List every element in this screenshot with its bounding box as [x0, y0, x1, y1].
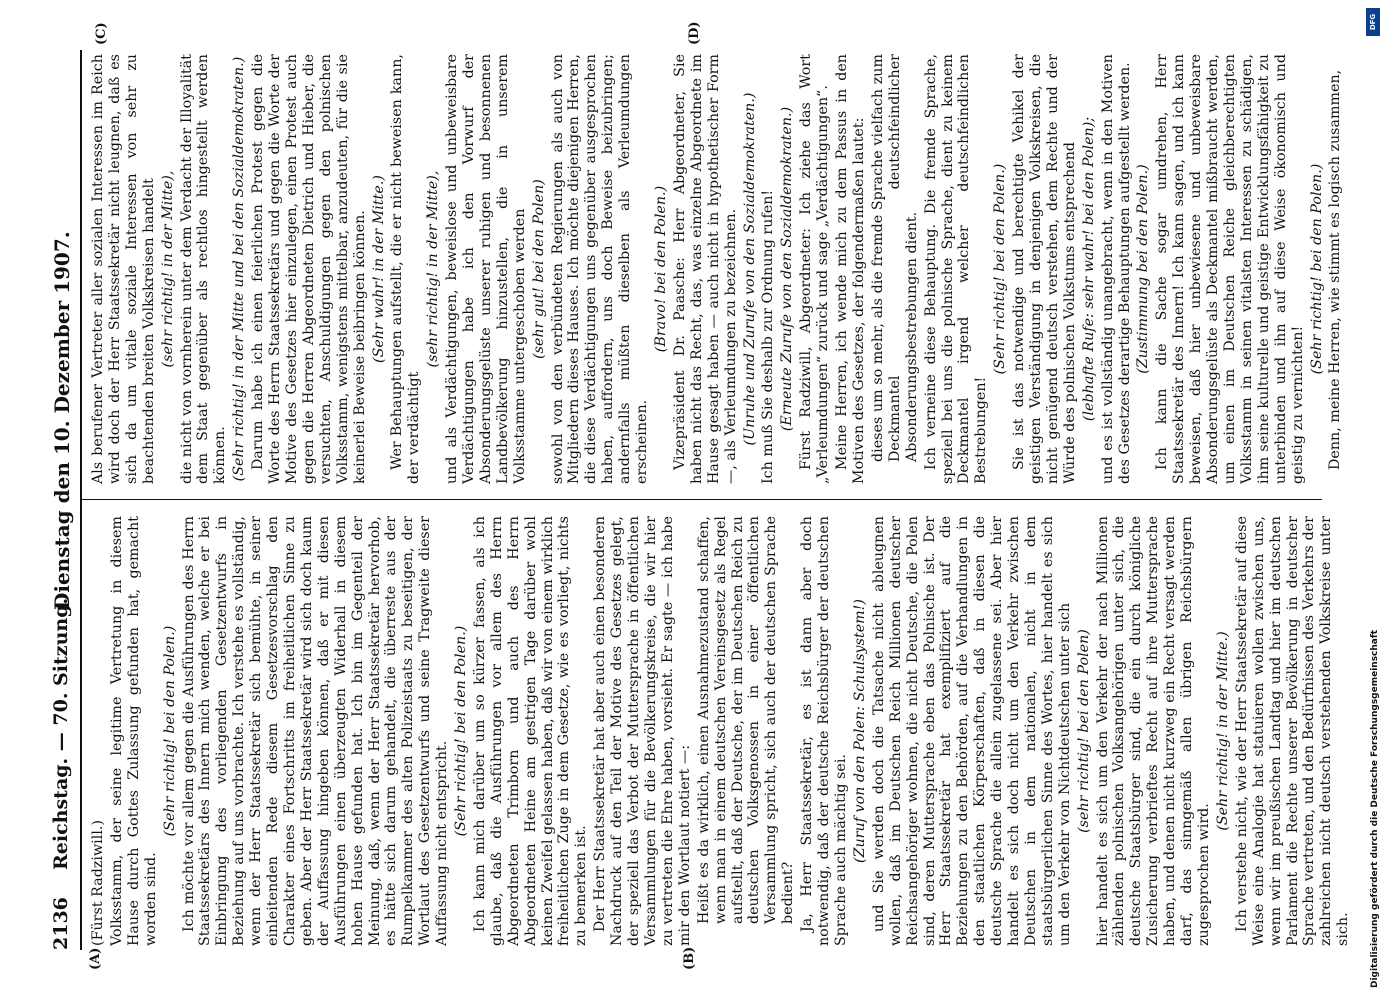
quoted-passage: dieses um so mehr, als die fremde Sprache vielfach zum Deckmantel deutschfeindlicher Absonderungsbestrebungen dient. — [869, 54, 920, 462]
interjection: (Sehr richtig! bei den Polen.) — [453, 625, 470, 837]
paragraph: Denn, meine Herren, wie stimmt es logisch zusammen, — [1327, 69, 1344, 470]
paragraph: Darum habe ich einen feierlichen Protest gegen die Worte des Herrn Staatssekretärs und gegen die Worte der Motive des Gesetzes hier einzulegen, einen Protest auch gegen die Herren Abgeordneten Dietrich und Hieber, die versuchten, Anschuldigungen gegen den polnischen Volksstamm, wenigstens mittelbar, anzudeuten, für die sie keinerlei Beweise beibringen können. — [250, 54, 368, 484]
quoted-passage: Heißt es da wirklich, einen Ausnahmezustand schaffen, wenn man in einem deutschen Vereinsgesetz als Regel aufstellt, daß der Deutsche, der im Deutschen Reich zu deutschen Volksgenossen in einer öffentlichen Versammlung spricht, sich auch der deutschen Sprache bedient? — [695, 516, 797, 924]
paragraph: Ich möchte vor allem gegen die Ausführungen des Herrn Staatssekretärs des Innern mich wenden, welche er bei Einbringung des vorliegenden Gesetzentwurfs in Beziehung auf uns vorbrachte. Ich verstehe es vollständig, wenn der Herr Staatssekretär sich bemühte, in seiner einleitenden Rede diesem Gesetzesvorschlag den Charakter eines Fortschritts im freiheitlichen Sinne zu geben. Aber der Herr Staatssekretär wird sich doch kaum der Auffassung hingeben können, daß er mit diesen Ausführungen einen überzeugten Widerhall in diesem hohen Hause gefunden hat. Ich bin im Gegenteil der Meinung, daß, wenn der Herr Staatssekretär hervorhob, es hätte sich darum gehandelt, die überreste aus der Rumpelkammer des alten Polizeistaats zu beseitigen, der Wortlaut des Gesetzentwurfs und seine Tragweite dieser Auffassung nicht entspricht. — [180, 516, 451, 946]
paragraph: Wer Behauptungen aufstellt, die er nicht beweisen kann, der verdächtigt — [389, 54, 423, 484]
document-page — [42, 21, 1352, 970]
interjection: (sehr richtig! bei den Polen) — [1075, 629, 1092, 833]
paragraph: Ich kann die Sache sogar umdrehen, Herr Staatssekretär des Innern! Ich kann sagen, und ich kann beweisen, daß hier unbewiesene und unbeweisbare Absonderungsgelüste als Deckmantel mißbraucht werden, um einen im Deutschen Reiche gleichberechtigten Volksstamm in seinen vitalsten Interessen zu schädigen, ihm seine kulturelle und geistige Entwicklungsfähigkeit zu unterbinden und ihn auf diese Weise ökonomisch und geistig zu vernichten! — [1154, 54, 1306, 484]
interjection: (sehr richtig! in der Mitte), — [159, 170, 176, 368]
margin-mark-a: (A) — [88, 947, 103, 970]
right-text-column — [90, 54, 1344, 484]
interjection: (Sehr richtig! bei den Polen.) — [1308, 163, 1325, 375]
paragraph: und es ist vollständig unangebracht, wenn in den Motiven des Gesetzes derartige Behauptungen aufgestellt werden. — [1099, 54, 1133, 484]
session-title: Reichstag. — 70. Sitzung. — [50, 597, 72, 870]
paragraph: die nicht von vornherein unter dem Verdacht der Illoyalität dem Staat gegenüber als rechtlos hingestellt werden können. — [178, 54, 229, 484]
paragraph: Ich muß Sie deshalb zur Ordnung rufen! — [760, 189, 777, 484]
interjection: (Erneute Zurufe von den Sozialdemokraten.) — [779, 106, 796, 432]
paragraph: hier handelt es sich um den Verkehr der nach Millionen zählenden polnischen Volksangehörigen unter sich, die deutsche Staatsbürger sind, die ein durch königliche Zusicherung verbrieftes Recht auf ihre Muttersprache haben, und denen nicht kurzweg ein Recht versagt werden darf, das sinngemäß allen übrigen Reichsbürgern zugesprochen wird. — [1094, 516, 1212, 946]
paragraph: Als berufener Vertreter aller sozialen Interessen im Reich wird doch der Herr Staatssekretär nicht leugnen, daß es sich da um vitale soziale Interessen von sehr zu beachtenden breiten Volkskreisen handelt — [90, 54, 157, 484]
interjection: (Sehr richtig! in der Mitte und bei den Sozialdemokraten.) — [231, 56, 248, 482]
margin-mark-d: (D) — [687, 21, 702, 45]
dfg-logo — [1366, 8, 1380, 36]
paragraph: Der Herr Staatssekretär hat aber auch einen besonderen Nachdruck auf den Teil der Motive des Gesetzes gelegt, der speziell das Verbot der Muttersprache in öffentlichen Versammlungen für die Bevölkerungskreise, die wir hier zu vertreten die Ehre haben, vorsieht. Er sagte — ich habe mir den Wortlaut notiert —: — [592, 516, 693, 946]
paragraph: und als Verdächtigungen, beweislose und unbeweisbare Verdächtigungen habe ich den Vorwurf der Absonderungsgelüste unserer ruhigen und besonnenen Landbevölkerung hinzustellen, die in unserem Volksstamme untergeschoben werden — [444, 54, 528, 484]
paragraph: Sie ist das notwendige und berechtigte Vehikel der geistigen Verständigung in denjenigen Volkskreisen, die nicht genügend deutsch verstehen, dem Rechte und der Würde des polnischen Volkstums entsprechend — [1011, 54, 1078, 484]
interjection: (Unruhe und Zurufe von den Sozialdemokraten.) — [741, 92, 758, 446]
interjection: (lebhafte Rufe: sehr wahr! bei den Polen); — [1080, 116, 1097, 422]
paragraph: und Sie werden doch die Tatsache nicht ableugnen wollen, daß im Deutschen Reich Millionen deutscher Reichsangehöriger wohnen, die nicht Deutsche, die Polen sind, deren Muttersprache eben das Polnische ist. Der Herr Staatssekretär hat exemplifiziert auf die Beziehungen zu den Behörden, auf die Verhandlungen in den staatlichen Körperschaften, daß in diesen die deutsche Sprache die allein zugelassene sei. Aber hier handelt es sich doch nicht um den Verkehr zwischen Deutschen in dem nationalen, nicht in dem staatsbürgerlichen Sinne des Wortes, hier handelt es sich um den Verkehr von Nichtdeutschen unter sich — [870, 516, 1073, 946]
header-rule — [80, 50, 82, 950]
interjection: (Zuruf von den Polen: Schulsystem!) — [851, 599, 868, 864]
interjection: (sehr gut! bei den Polen) — [530, 179, 547, 359]
page-number: 2136 — [50, 897, 72, 950]
page-header — [42, 30, 80, 970]
paragraph: Meine Herren, ich wende mich zu dem Passus in den Motiven des Gesetzes, der folgendermaßen lautet: — [834, 54, 867, 484]
paragraph: (Fürst Radziwill.) — [90, 819, 106, 946]
dfg-logo-text: DFG — [1369, 13, 1377, 31]
interjection: (Sehr richtig! bei den Polen.) — [992, 163, 1009, 375]
margin-mark-c: (C) — [94, 22, 109, 45]
interjection: (Zustimmung bei den Polen.) — [1135, 164, 1152, 374]
interjection: (Bravo! bei den Polen.) — [653, 185, 669, 353]
paragraph: sowohl von den verbündeten Regierungen als auch von Mitgliedern dieses Hauses. Ich möchte diejenigen Herren, die diese Verdächtigungen uns gegenüber ausgesprochen haben, auffordern, uns doch Beweise beizubringen; andernfalls müßten dieselben als Verleumdungen erscheinen. — [549, 54, 651, 484]
paragraph: Vizepräsident Dr. Paasche: Herr Abgeordneter, Sie haben nicht das Recht, das, was einzelne Abgeordnete im Hause gesagt haben — auch nicht in hypothetischer Form —, als Verleumdungen zu bezeichnen. — [671, 54, 739, 484]
digitization-credit: Digitalisierung gefördert durch die Deutsche Forschungsgemeinschaft — [1370, 629, 1380, 988]
paragraph: Ich kann mich darüber um so kürzer fassen, als ich glaube, daß die Ausführungen vor allem des Herrn Abgeordneten Trimborn und auch des Herrn Abgeordneten Heine am gestrigen Tage darüber wohl keinen Zweifel gelassen haben, daß wir von einem wirklich freiheitlichen Zuge in dem Gesetze, wie es vorliegt, nichts zu bemerken ist. — [471, 516, 590, 946]
left-text-column — [90, 516, 1352, 946]
margin-mark-b: (B) — [682, 946, 697, 970]
paragraph: Ich verstehe nicht, wie der Herr Staatssekretär auf diese Weise eine Analogie hat statuieren wollen zwischen uns, wenn wir im preußischen Landtag und hier im deutschen Parlament die Rechte unserer Bevölkerung in deutscher Sprache vertreten, und den Bedürfnissen des Verkehrs der zahlreichen nicht deutsch verstehenden Volkskreise unter sich. — [1233, 516, 1352, 946]
paragraph: Ich verneine diese Behauptung. Die fremde Sprache, speziell bei uns die polnische Sprache, dient zu keinem Deckmantel irgend welcher deutschfeindlichen Bestrebungen! — [922, 54, 990, 484]
interjection: (sehr richtig! in der Mitte), — [425, 170, 442, 368]
interjection: (Sehr richtig! bei den Polen.) — [161, 625, 178, 837]
interjection: (Sehr richtig! in der Mitte.) — [1214, 631, 1231, 831]
paragraph: Fürst Radziwill, Abgeordneter: Ich ziehe das Wort „Verleumdungen“ zurück und sage „Verdächtigungen“. — [798, 54, 832, 484]
paragraph: Ja, Herr Staatssekretär, es ist dann aber doch notwendig, daß der deutsche Reichsbürger der deutschen Sprache auch mächtig sei. — [799, 516, 849, 946]
column-separator — [82, 499, 1322, 500]
session-date: Dienstag den 10. Dezember 1907. — [50, 231, 74, 610]
interjection: (Sehr wahr! in der Mitte.) — [370, 175, 387, 363]
paragraph: Volksstamm, der seine legitime Vertretung in diesem Hause durch Gottes Zulassung gefunden hat, gemacht worden sind. — [108, 516, 159, 946]
